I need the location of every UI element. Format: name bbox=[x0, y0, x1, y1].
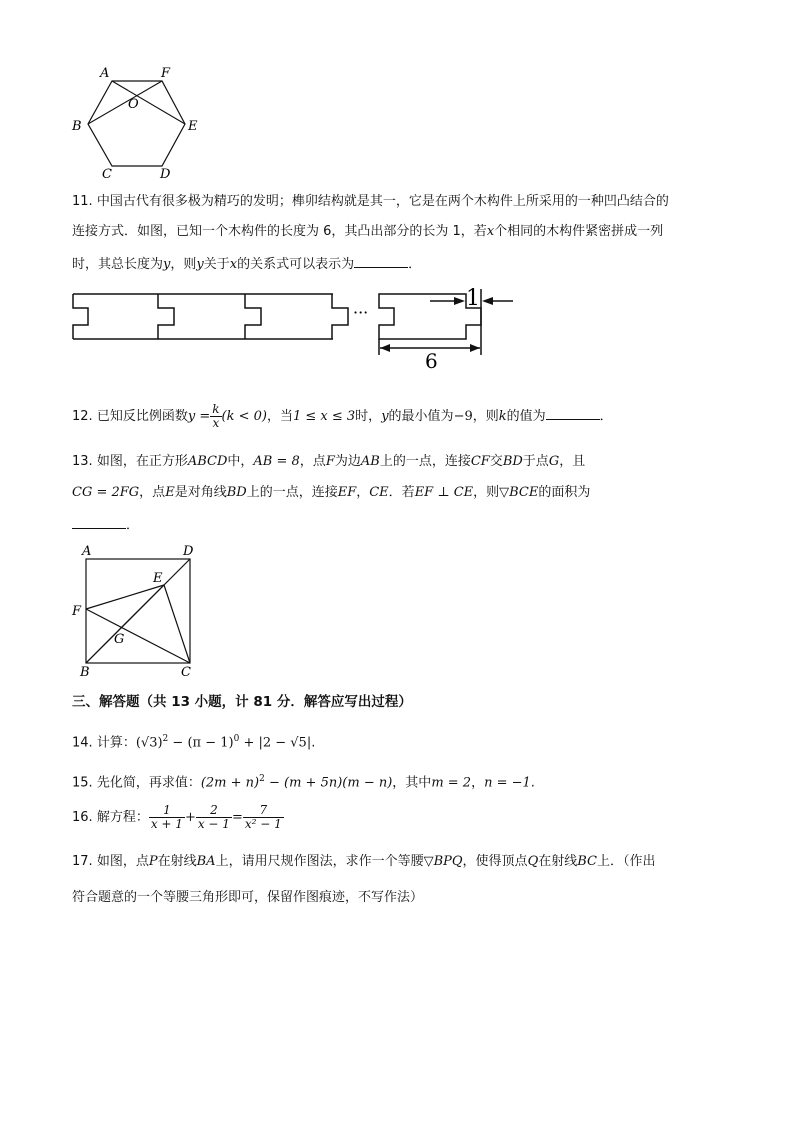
q11-var-y: y bbox=[163, 257, 171, 272]
q16-f1-den: x + 1 bbox=[150, 817, 183, 831]
q15-period: . bbox=[530, 775, 535, 791]
q12-text-2: ，当 bbox=[266, 409, 293, 424]
ellipsis-dots: ··· bbox=[353, 303, 369, 322]
q16-f1-num: 1 bbox=[149, 804, 185, 818]
q13-t2c: 上的一点，连接 bbox=[246, 485, 338, 500]
q12-line bbox=[72, 400, 613, 434]
q15-mid: ，其中 bbox=[392, 775, 432, 791]
q12-answer-blank bbox=[546, 405, 600, 420]
q17-line1 bbox=[72, 852, 656, 872]
q12-frac-den: x bbox=[212, 416, 220, 430]
q13-comma: ， bbox=[356, 485, 370, 500]
q17-t1a: 如图，点 bbox=[96, 854, 149, 869]
q13-perp: EF ⊥ CE bbox=[414, 485, 474, 500]
q12-var-k: k bbox=[498, 409, 507, 424]
q12-text-3: 时， bbox=[355, 409, 382, 424]
q12-period: ． bbox=[599, 409, 613, 424]
q13-line2 bbox=[72, 483, 590, 503]
q13-line1 bbox=[72, 452, 585, 472]
q13-tri: ▽BCE bbox=[499, 485, 539, 500]
q14-expr-c: + |2 − √5| bbox=[243, 735, 312, 751]
q17-tri: ▽BPQ bbox=[423, 854, 463, 869]
q16-f3-den: x² − 1 bbox=[244, 817, 282, 831]
joint-3 bbox=[332, 294, 348, 339]
q16-f3-num: 7 bbox=[243, 804, 284, 818]
hex-label-a: A bbox=[100, 66, 110, 81]
diagonal-fb bbox=[88, 81, 162, 124]
q13-e: E bbox=[165, 485, 175, 500]
sq-label-g: G bbox=[114, 632, 125, 647]
q12-fraction bbox=[210, 403, 221, 430]
q12-text-5: ，则 bbox=[472, 409, 499, 424]
q12-text-6: 的值为 bbox=[506, 409, 546, 424]
q11-period: ． bbox=[408, 257, 422, 272]
q11-answer-blank bbox=[354, 253, 408, 268]
q13-t1a: 如图，在正方形 bbox=[96, 454, 188, 469]
q15-text: 先化简，再求值： bbox=[96, 775, 201, 791]
sq-label-b: B bbox=[80, 665, 90, 680]
q16-line bbox=[72, 800, 284, 836]
q13-t1b: 中， bbox=[227, 454, 254, 469]
joint-1 bbox=[158, 294, 174, 339]
q14-exp-2: 2 bbox=[162, 734, 169, 744]
q13-bd: BD bbox=[502, 454, 523, 469]
q12-range: 1 ≤ x ≤ 3 bbox=[292, 409, 356, 424]
q13-ef: EF bbox=[337, 485, 357, 500]
q13-t1g: 于点 bbox=[522, 454, 549, 469]
hex-label-d: D bbox=[160, 167, 171, 182]
q11-text-3a: 时，其总长度为 bbox=[72, 257, 164, 272]
q12-text-1: 已知反比例函数 bbox=[96, 409, 188, 424]
q14-expr-a: (√3) bbox=[135, 735, 163, 751]
q13-number: 13. bbox=[72, 454, 93, 469]
q12-number: 12. bbox=[72, 409, 93, 424]
q11-line3 bbox=[72, 253, 421, 275]
mortise-tenon-figure bbox=[70, 284, 530, 372]
q11-number: 11. bbox=[72, 194, 93, 209]
q14-label: 计算： bbox=[96, 735, 136, 751]
hexagon-figure bbox=[64, 62, 214, 182]
q11-var-x: x bbox=[486, 224, 495, 239]
label-one: 1 bbox=[466, 286, 480, 311]
sq-label-f: F bbox=[72, 604, 82, 619]
q17-t1b: 在射线 bbox=[157, 854, 197, 869]
q17-p: P bbox=[148, 854, 158, 869]
q13-ab: AB bbox=[360, 454, 380, 469]
q16-number: 16. bbox=[72, 810, 93, 825]
q12-frac-num: k bbox=[212, 402, 220, 416]
q15-number: 15. bbox=[72, 775, 93, 791]
q13-t1d: 为边 bbox=[334, 454, 361, 469]
hex-label-b: B bbox=[72, 119, 82, 134]
q15-expr-1: (2m + n) bbox=[200, 775, 260, 791]
q15-line bbox=[72, 768, 535, 794]
q16-f2-num: 2 bbox=[196, 804, 232, 818]
q13-answer-blank bbox=[72, 514, 126, 529]
q16-f2-den: x − 1 bbox=[197, 817, 230, 831]
q13-t1c: ，点 bbox=[299, 454, 326, 469]
square-figure bbox=[68, 542, 204, 682]
hex-label-o: O bbox=[128, 97, 139, 112]
q15-m-value: m = 2 bbox=[431, 775, 472, 791]
q15-exp-2: 2 bbox=[259, 774, 265, 784]
q13-cond: CG = 2FG bbox=[72, 485, 140, 500]
label-six: 6 bbox=[425, 349, 438, 372]
joint-2 bbox=[245, 294, 261, 339]
q11-text-2a: 连接方式．如图，已知一个木构件的长度为 6，其凸出部分的长为 1，若 bbox=[72, 224, 487, 239]
q13-line3 bbox=[72, 514, 139, 536]
q11-text-1: 中国古代有很多极为精巧的发明；榫卯结构就是其一，它是在两个木构件上所采用的一种凹凸结合的 bbox=[96, 194, 669, 209]
q13-cf: CF bbox=[470, 454, 490, 469]
q11-line2 bbox=[72, 222, 663, 242]
q13-t1h: ，且 bbox=[559, 454, 586, 469]
q17-ba: BA bbox=[196, 854, 216, 869]
q12-var-y: y bbox=[381, 409, 389, 424]
q13-t2a: ，点 bbox=[139, 485, 166, 500]
q14-period: . bbox=[311, 735, 316, 751]
sq-label-c: C bbox=[181, 665, 191, 680]
q13-t2e: ，则 bbox=[473, 485, 500, 500]
q12-y-eq: y = bbox=[187, 409, 211, 424]
q13-t1e: 上的一点，连接 bbox=[379, 454, 471, 469]
q14-expr-b: − (π − 1) bbox=[172, 735, 234, 751]
sq-label-a: A bbox=[82, 544, 92, 559]
q16-fraction-2 bbox=[196, 804, 232, 831]
q15-expr-2: − (m + 5n)(m − n) bbox=[269, 775, 393, 791]
q16-fraction-1 bbox=[149, 804, 185, 831]
q17-bc: BC bbox=[577, 854, 597, 869]
q14-number: 14. bbox=[72, 735, 93, 751]
sq-label-e: E bbox=[153, 571, 163, 586]
hex-label-f: F bbox=[161, 66, 171, 81]
q15-sep: ， bbox=[471, 775, 485, 791]
q11-line1 bbox=[72, 192, 669, 212]
q13-ce: CE bbox=[369, 485, 389, 500]
q16-equals: = bbox=[231, 810, 243, 825]
q12-condition: (k < 0) bbox=[221, 409, 267, 424]
q17-number: 17. bbox=[72, 854, 93, 869]
q11-text-3b: ，则 bbox=[170, 257, 197, 272]
q12-min-value: −9 bbox=[453, 409, 473, 424]
hex-label-e: E bbox=[188, 119, 198, 134]
sq-label-d: D bbox=[183, 544, 194, 559]
q17-line2: 符合题意的一个等腰三角形即可，保留作图痕迹，不写作法） bbox=[72, 890, 424, 905]
q13-f: F bbox=[325, 454, 335, 469]
q13-period: ． bbox=[126, 518, 140, 533]
q11-text-2b: 个相同的木构件紧密拼成一列 bbox=[494, 224, 664, 239]
q13-t2d: ．若 bbox=[388, 485, 415, 500]
hexagon-outline bbox=[88, 81, 185, 166]
q17-t1e: 在射线 bbox=[538, 854, 578, 869]
q13-abcd: ABCD bbox=[187, 454, 228, 469]
q16-label: 解方程： bbox=[96, 810, 149, 825]
q13-t1f: 交 bbox=[489, 454, 503, 469]
q16-plus: + bbox=[184, 810, 196, 825]
q11-var-x2: x bbox=[229, 257, 238, 272]
q13-ab-8: AB = 8 bbox=[253, 454, 300, 469]
q12-text-4: 的最小值为 bbox=[388, 409, 454, 424]
q11-text-3c: 关于 bbox=[203, 257, 230, 272]
q15-n-value: n = −1 bbox=[484, 775, 531, 791]
wood-piece-1-left bbox=[73, 294, 88, 339]
q13-g: G bbox=[548, 454, 560, 469]
q17-t1f: 上．（作出 bbox=[597, 854, 656, 869]
q17-t1d: ，使得顶点 bbox=[462, 854, 528, 869]
q14-line bbox=[72, 728, 315, 754]
q13-t2f: 的面积为 bbox=[538, 485, 591, 500]
q16-fraction-3 bbox=[243, 804, 284, 831]
q13-bd2: BD bbox=[226, 485, 247, 500]
q14-exp-0: 0 bbox=[233, 734, 240, 744]
q17-t1c: 上，请用尺规作图法，求作一个等腰 bbox=[215, 854, 424, 869]
q17-q: Q bbox=[527, 854, 539, 869]
hex-label-c: C bbox=[102, 167, 112, 182]
q11-text-3d: 的关系式可以表示为 bbox=[237, 257, 355, 272]
q11-var-y2: y bbox=[196, 257, 204, 272]
section-3-title: 三、解答题（共 13 小题，计 81 分．解答应写出过程） bbox=[72, 694, 412, 710]
q13-t2b: 是对角线 bbox=[174, 485, 227, 500]
